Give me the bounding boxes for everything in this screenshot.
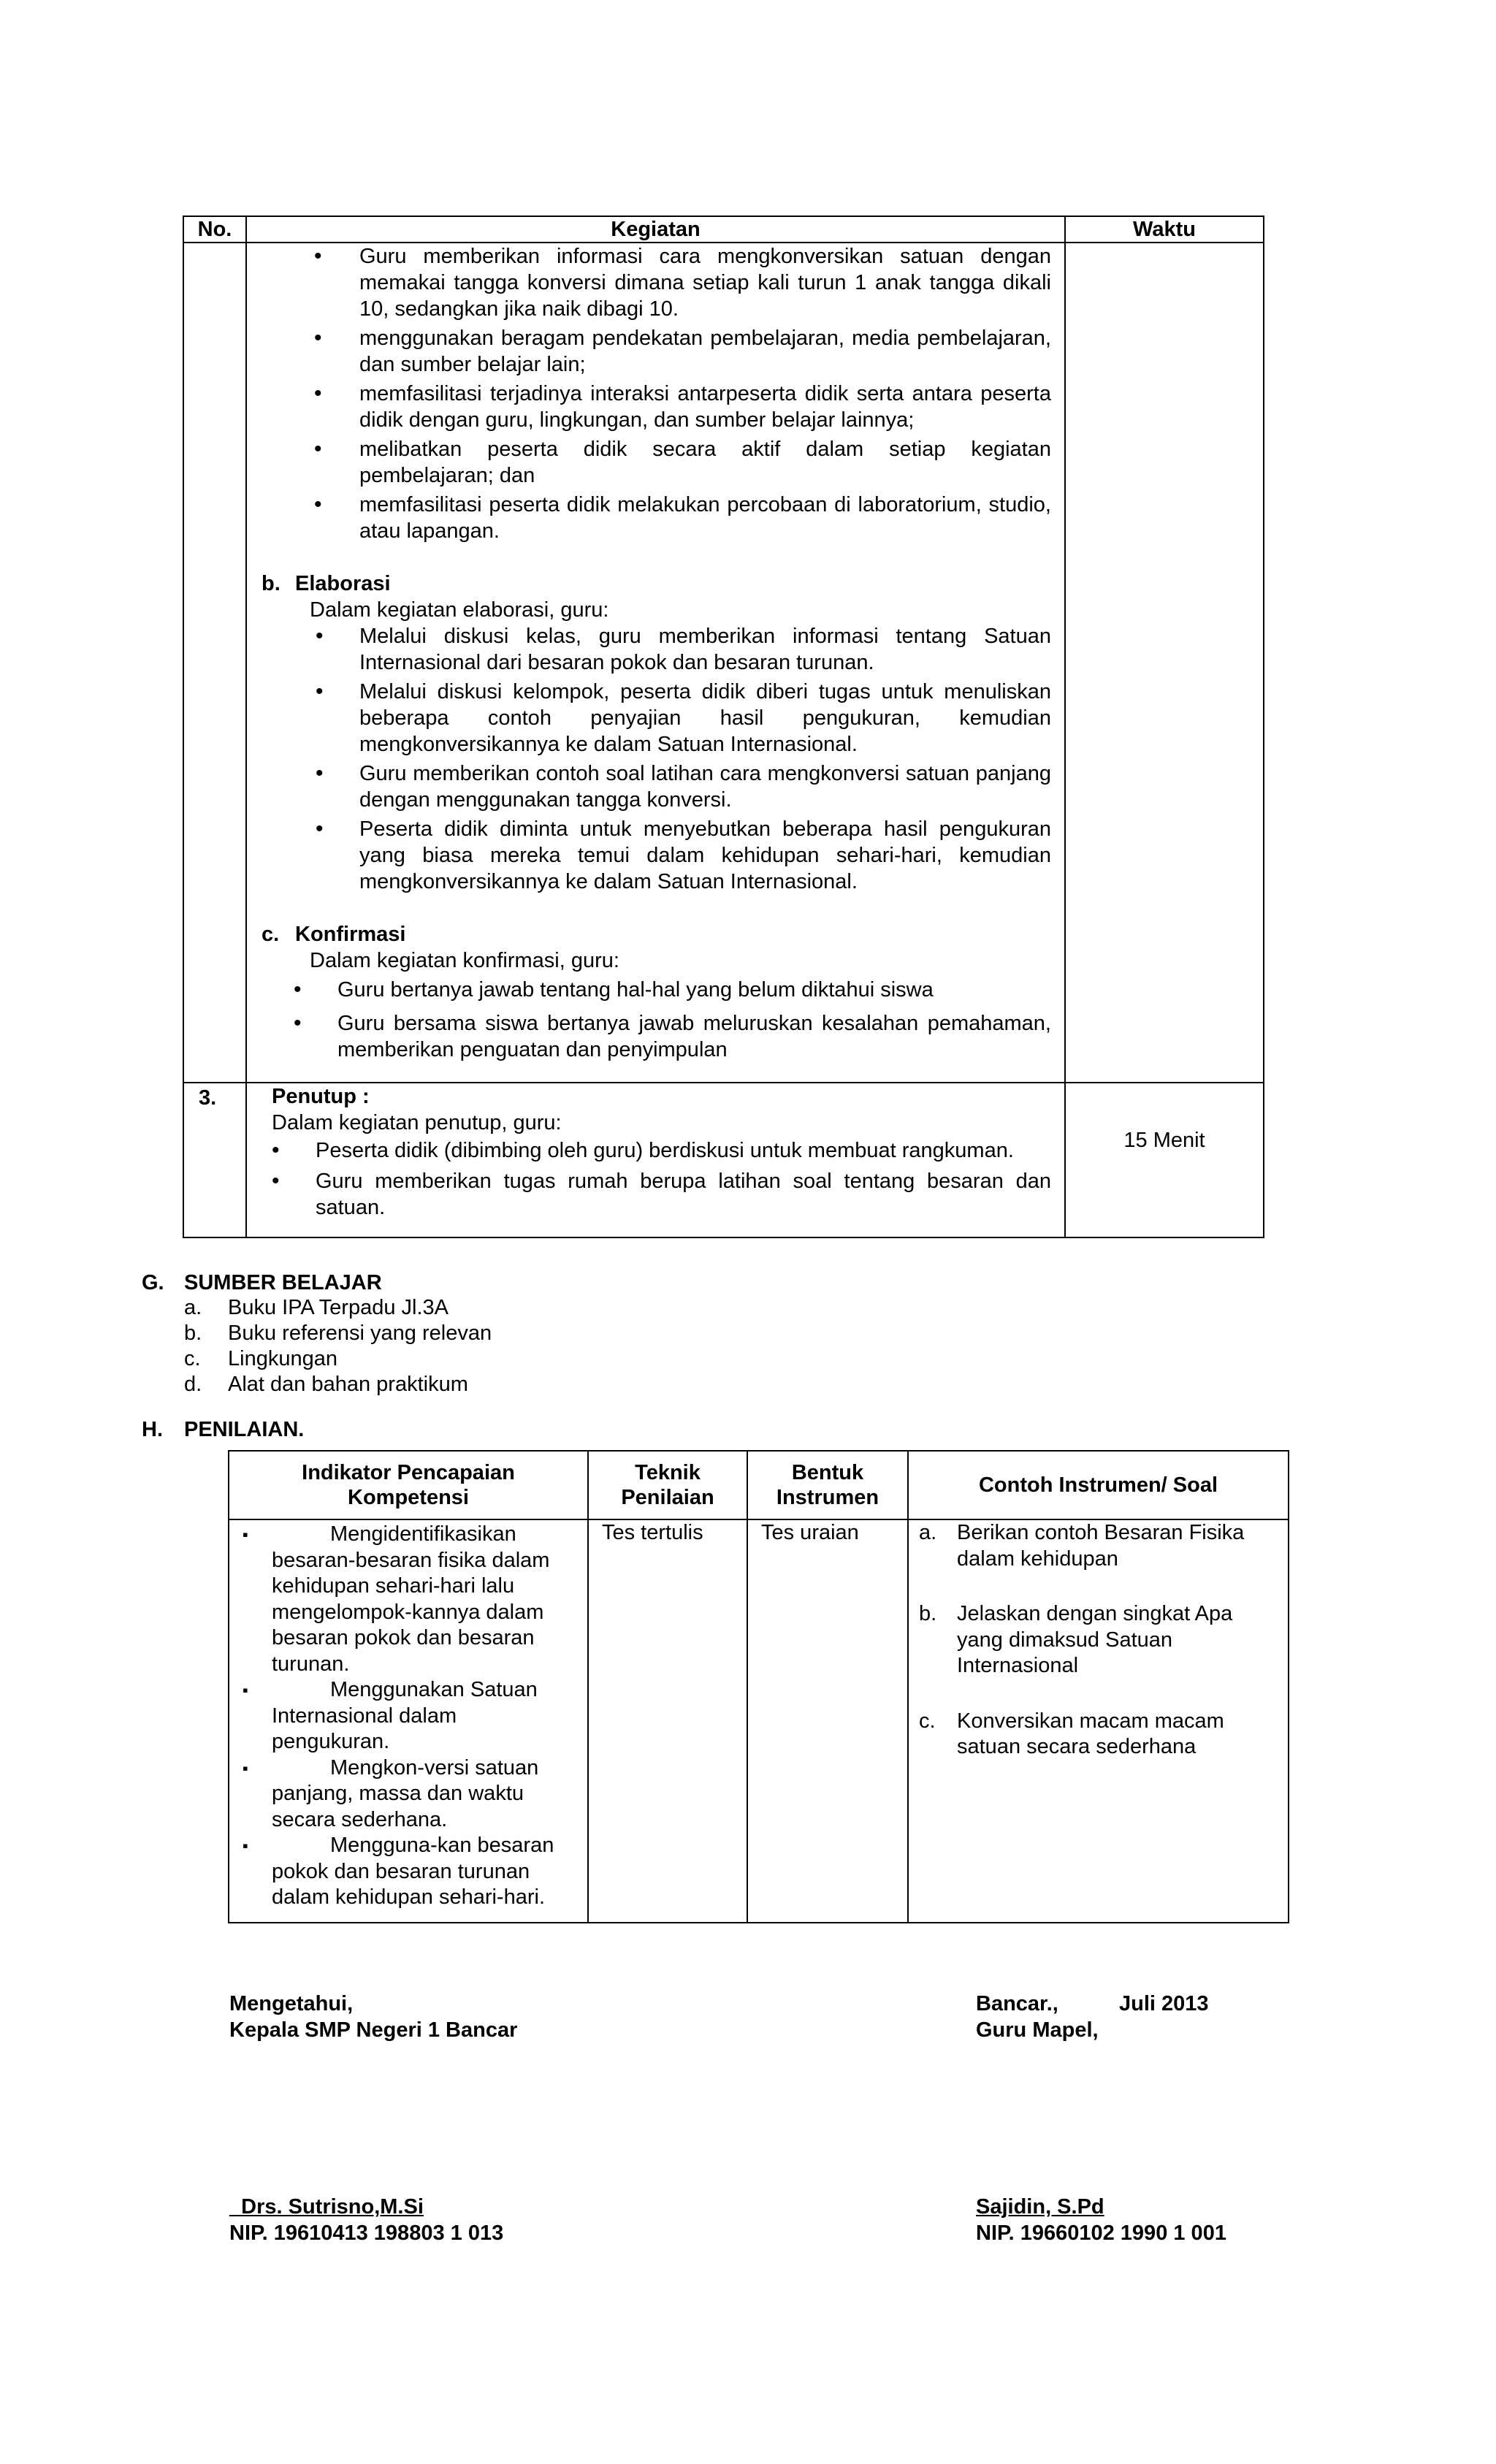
list-item: • Peserta didik diminta untuk menyebutkan beberapa hasil pengukuran yang biasa mereka temui dalam kehidupan sehari-hari, kemudian mengkonversikannya ke dalam Satuan Internasional. xyxy=(359,816,1051,895)
header-no: No. xyxy=(183,216,246,243)
sig-right-place: Bancar., xyxy=(976,1992,1058,2015)
cell-kegiatan-penutup xyxy=(246,1083,1065,1237)
list-item: • memfasilitasi peserta didik melakukan percobaan di laboratorium, studio, atau lapangan. xyxy=(359,492,1051,544)
sig-right-nip: NIP. 19660102 1990 1 001 xyxy=(976,2221,1226,2245)
item-text: Buku IPA Terpadu Jl.3A xyxy=(228,1296,449,1319)
cell-no-3: 3. xyxy=(183,1083,246,1237)
cell-kegiatan-continued xyxy=(246,243,1065,1083)
soal-text: Berikan contoh Besaran Fisika dalam kehidupan xyxy=(957,1521,1245,1571)
soal-text: Jelaskan dengan singkat Apa yang dimaksud Satuan Internasional xyxy=(957,1602,1233,1677)
cell-bentuk: Tes uraian xyxy=(747,1519,908,1923)
list-item xyxy=(229,1677,580,1755)
header-teknik: Teknik Penilaian xyxy=(588,1451,747,1519)
elaborasi-heading xyxy=(262,571,1051,597)
indikator-text: Menggunakan Satuan Internasional dalam pengukuran. xyxy=(272,1678,538,1753)
penutup-bullet-list xyxy=(272,1137,1051,1221)
list-item: • menggunakan beragam pendekatan pembelajaran, media pembelajaran, dan sumber belajar lain; xyxy=(359,325,1051,378)
activity-table-header xyxy=(183,216,1264,243)
konfirmasi-heading xyxy=(262,921,1051,947)
list-item: • Guru memberikan informasi cara mengkonversikan satuan dengan memakai tangga konversi dimana setiap kali turun 1 anak tangga dikali 10, sedangkan jika naik dibagi 10. xyxy=(359,243,1051,322)
elaborasi-intro: Dalam kegiatan elaborasi, guru: xyxy=(310,598,609,622)
section-g-heading xyxy=(142,1270,382,1296)
cell-indikator xyxy=(229,1519,588,1923)
soal-text: Konversikan macam macam satuan secara sederhana xyxy=(957,1709,1224,1758)
section-h-letter: H. xyxy=(142,1418,163,1441)
list-item: • Guru bertanya jawab tentang hal-hal yang belum diktahui siswa xyxy=(337,977,1051,1003)
sig-right-line1 xyxy=(976,1991,1209,2017)
activity-table xyxy=(183,215,1264,1238)
penutup-title: Penutup : xyxy=(272,1085,370,1108)
signature-left-name-block xyxy=(229,2194,503,2246)
list-item xyxy=(919,1709,1281,1761)
cell-contoh-soal xyxy=(908,1519,1289,1923)
konfirmasi-letter: c. xyxy=(262,923,280,946)
item-letter: b. xyxy=(184,1321,202,1345)
sig-left-name: _Drs. Sutrisno,M.Si xyxy=(229,2195,424,2219)
soal-letter: a. xyxy=(919,1521,937,1544)
soal-letter: b. xyxy=(919,1602,937,1625)
assessment-table xyxy=(228,1450,1289,1923)
list-item xyxy=(919,1520,1281,1572)
header-waktu: Waktu xyxy=(1065,216,1264,243)
indikator-text: Mengidentifikasikan besaran-besaran fisika dalam kehidupan sehari-hari lalu mengelompok-kannya dalam besaran pokok dan besaran turunan. xyxy=(272,1522,550,1676)
sig-right-date: Juli 2013 xyxy=(1119,1992,1209,2015)
list-item: • Guru memberikan contoh soal latihan cara mengkonversi satuan panjang dengan menggunakan tangga konversi. xyxy=(359,760,1051,813)
section-h-title: PENILAIAN. xyxy=(184,1418,305,1441)
list-item: • Melalui diskusi kelas, guru memberikan informasi tentang Satuan Internasional dari besaran pokok dan besaran turunan. xyxy=(359,623,1051,676)
list-item xyxy=(229,1522,580,1677)
signature-left xyxy=(229,1991,517,2043)
sig-left-nip: NIP. 19610413 198803 1 013 xyxy=(229,2221,504,2245)
indikator-text: Mengguna-kan besaran pokok dan besaran turunan dalam kehidupan sehari-hari. xyxy=(272,1834,554,1909)
header-bentuk: Bentuk Instrumen xyxy=(747,1451,908,1519)
sumber-belajar-list xyxy=(184,1295,492,1397)
item-letter: c. xyxy=(184,1347,201,1370)
konfirmasi-intro: Dalam kegiatan konfirmasi, guru: xyxy=(310,949,619,972)
list-item xyxy=(229,1833,580,1911)
section-g-title: SUMBER BELAJAR xyxy=(184,1271,382,1294)
signature-right-name-block xyxy=(976,2194,1226,2246)
soal-letter: c. xyxy=(919,1709,936,1733)
list-item xyxy=(919,1601,1281,1679)
header-contoh: Contoh Instrumen/ Soal xyxy=(908,1451,1289,1519)
soal-list xyxy=(909,1520,1288,1761)
list-item: • Guru memberikan tugas rumah berupa latihan soal tentang besaran dan satuan. xyxy=(316,1168,1051,1221)
sig-left-line1: Mengetahui, xyxy=(229,1992,354,2015)
konfirmasi-bullet-list xyxy=(262,977,1051,1063)
activity-row-penutup xyxy=(183,1083,1264,1237)
signature-right xyxy=(976,1991,1209,2043)
list-item: • Peserta didik (dibimbing oleh guru) berdiskusi untuk membuat rangkuman. xyxy=(316,1137,1051,1164)
list-item: • melibatkan peserta didik secara aktif dalam setiap kegiatan pembelajaran; dan xyxy=(359,436,1051,489)
assessment-row xyxy=(229,1519,1289,1923)
cell-waktu-empty xyxy=(1065,243,1264,1083)
list-item xyxy=(229,1755,580,1834)
sig-right-name: Sajidin, S.Pd xyxy=(976,2195,1104,2219)
list-item: • Guru bersama siswa bertanya jawab meluruskan kesalahan pemahaman, memberikan penguatan dan penyimpulan xyxy=(337,1010,1051,1063)
indikator-list xyxy=(229,1522,580,1911)
section-g-letter: G. xyxy=(142,1271,164,1294)
item-letter: a. xyxy=(184,1296,202,1319)
list-item xyxy=(184,1321,492,1346)
item-text: Lingkungan xyxy=(228,1347,337,1370)
elaborasi-bullet-list xyxy=(262,623,1051,895)
activity-row-continued xyxy=(183,243,1264,1083)
sig-right-line2: Guru Mapel, xyxy=(976,2018,1099,2042)
cell-waktu-15-menit: 15 Menit xyxy=(1065,1083,1264,1237)
cell-no-empty xyxy=(183,243,246,1083)
indikator-text: Mengkon-versi satuan panjang, massa dan waktu secara sederhana. xyxy=(272,1755,539,1831)
assessment-table-header xyxy=(229,1451,1289,1519)
list-item xyxy=(184,1346,492,1372)
list-item: • Melalui diskusi kelompok, peserta didik diberi tugas untuk menuliskan beberapa contoh penyajian hasil pengukuran, kemudian mengkonversikannya ke dalam Satuan Internasional. xyxy=(359,679,1051,758)
header-indikator: Indikator Pencapaian Kompetensi xyxy=(229,1451,588,1519)
item-text: Buku referensi yang relevan xyxy=(228,1321,492,1345)
elaborasi-title: Elaborasi xyxy=(295,572,391,595)
eksplorasi-bullet-list xyxy=(247,243,1051,544)
header-kegiatan: Kegiatan xyxy=(246,216,1065,243)
cell-teknik: Tes tertulis xyxy=(588,1519,747,1923)
item-text: Alat dan bahan praktikum xyxy=(228,1373,468,1396)
list-item xyxy=(184,1295,492,1321)
konfirmasi-title: Konfirmasi xyxy=(295,923,406,946)
sig-left-line2: Kepala SMP Negeri 1 Bancar xyxy=(229,2018,518,2042)
list-item xyxy=(184,1372,492,1397)
elaborasi-letter: b. xyxy=(262,572,280,595)
item-letter: d. xyxy=(184,1373,202,1396)
penutup-intro: Dalam kegiatan penutup, guru: xyxy=(272,1111,562,1134)
section-h-heading xyxy=(142,1416,304,1443)
list-item: • memfasilitasi terjadinya interaksi antarpeserta didik serta antara peserta didik dengan guru, lingkungan, dan sumber belajar lainnya; xyxy=(359,381,1051,433)
